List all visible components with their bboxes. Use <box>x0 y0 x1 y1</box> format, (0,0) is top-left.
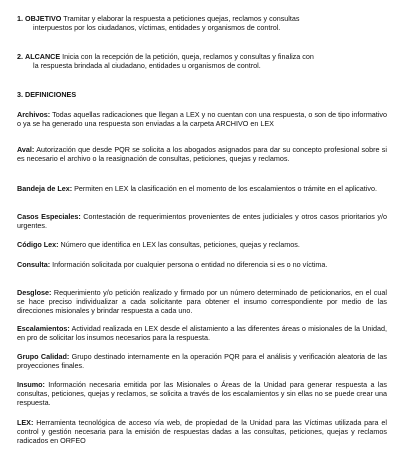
definition-item <box>17 288 387 315</box>
definition-term: Bandeja de Lex: <box>17 184 73 193</box>
section-alcance <box>17 52 385 70</box>
section-text-line: Inicia con la recepción de la petición, queja, reclamos y consultas y finaliza con <box>62 52 314 61</box>
definition-term: Escalamientos: <box>17 324 70 333</box>
section-number: 3. <box>17 90 23 99</box>
definition-item <box>17 240 387 249</box>
definition-item <box>17 145 387 163</box>
definition-item <box>17 212 387 230</box>
definition-term: Aval: <box>17 145 35 154</box>
section-heading: ALCANCE <box>25 52 61 61</box>
definition-text: Número que identifica en LEX las consultas, peticiones, quejas y reclamos. <box>58 240 300 249</box>
definition-item <box>17 352 387 370</box>
definition-item <box>17 324 387 342</box>
definition-term: Desglose: <box>17 288 52 297</box>
definition-text: Información solicitada por cualquier persona o entidad no diferencia si es o no víctima. <box>50 260 328 269</box>
definition-term: Insumo: <box>17 380 45 389</box>
definition-text: Información necesaria emitida por las Misionales o Áreas de la Unidad para generar respuesta a las consultas, peticiones, quejas y reclamos, se solicita a través de los escalamientos y sin ellas no se puede crear una respuesta. <box>17 380 387 407</box>
definition-text: Herramienta tecnológica de acceso vía web, de propiedad de la Unidad para las Víctimas utilizada para el control y gestión necesaria para la emisión de respuestas dadas a las consultas, peticiones, quejas y reclamos radicados en ORFEO <box>17 418 387 445</box>
definition-item <box>17 418 387 445</box>
definition-term: Consulta: <box>17 260 51 269</box>
section-text-line: la respuesta brindada al ciudadano, entidades u organismos de control. <box>33 61 261 70</box>
definition-item <box>17 184 387 193</box>
section-heading: DEFINICIONES <box>25 90 77 99</box>
definition-text: Permiten en LEX la clasificación en el momento de los escalamientos o trámite en el aplicativo. <box>72 184 377 193</box>
definition-text: Actividad realizada en LEX desde el alistamiento a las diferentes áreas o misionales de la Unidad, en pro de solicitar los insumos necesarios para la respuesta. <box>17 324 387 342</box>
section-text-line: interpuestos por los ciudadanos, víctimas, entidades y organismos de control. <box>33 23 281 32</box>
section-objetivo <box>17 14 385 32</box>
section-text-line: Tramitar y elaborar la respuesta a peticiones quejas, reclamos y consultas <box>63 14 300 23</box>
definition-item <box>17 380 387 407</box>
definition-term: Archivos: <box>17 110 51 119</box>
definition-text: Contestación de requerimientos provenientes de entes judiciales y otros casos prioritarios y/o urgentes. <box>17 212 387 230</box>
section-heading: OBJETIVO <box>25 14 62 23</box>
definition-text: Autorización que desde PQR se solicita a los abogados asignados para dar su concepto profesional sobre si es necesario el archivo o la reasignación de consultas, peticiones, quejas y reclamos. <box>17 145 387 163</box>
definition-text: Requerimiento y/o petición realizado y firmado por un número determinado de peticionarios, en el cual se hace preciso individualizar a cada solicitante para obtener el insumo correspondiente por medio de las direcciones misionales y brindar respuesta a cada uno. <box>17 288 387 315</box>
definition-item <box>17 260 387 269</box>
section-definiciones <box>17 90 385 99</box>
definition-term: Grupo Calidad: <box>17 352 70 361</box>
definition-text: Todas aquellas radicaciones que llegan a LEX y no cuentan con una respuesta, o son de tipo informativo o ya se ha generado una respuesta son enviadas a la carpeta ARCHIVO en LEX <box>17 110 387 128</box>
definition-term: Código Lex: <box>17 240 59 249</box>
section-number: 2. <box>17 52 23 61</box>
definition-item <box>17 110 387 128</box>
definition-text: Grupo destinado internamente en la operación PQR para el análisis y verificación aleatoria de las proyecciones finales. <box>17 352 387 370</box>
section-number: 1. <box>17 14 23 23</box>
definition-term: Casos Especiales: <box>17 212 81 221</box>
definition-term: LEX: <box>17 418 34 427</box>
